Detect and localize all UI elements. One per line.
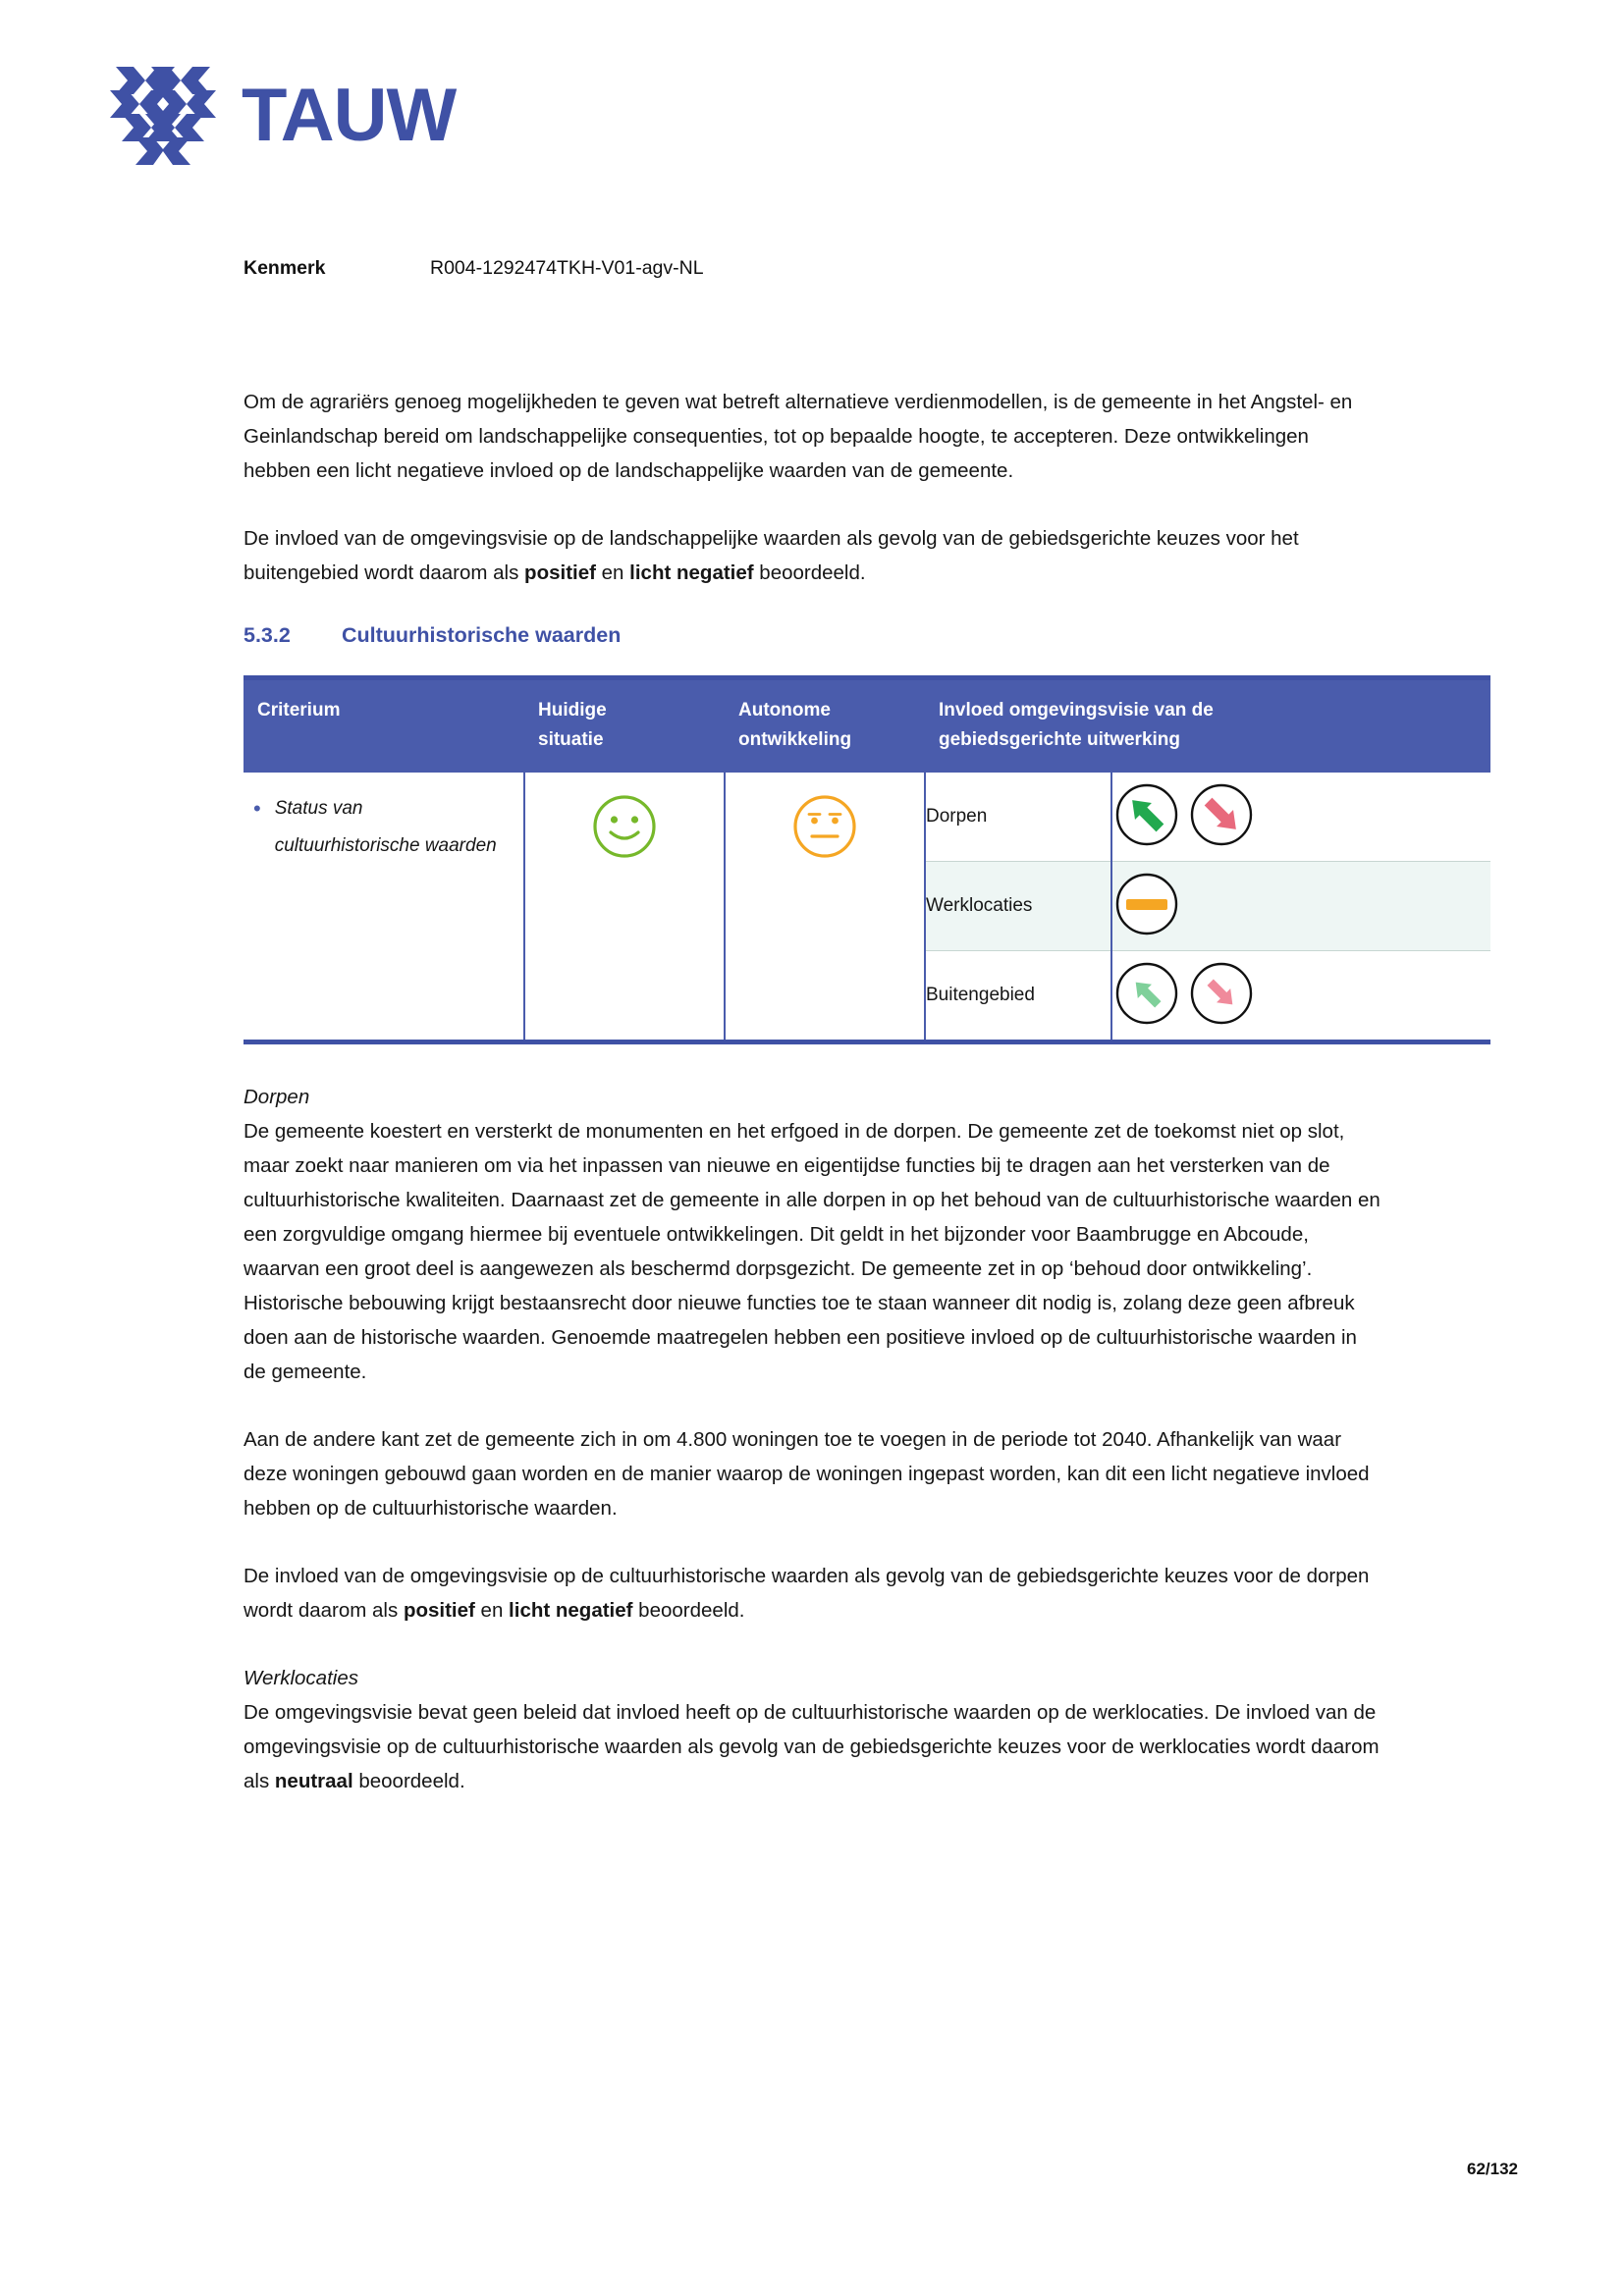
table-header-row [244, 678, 1490, 774]
invloed-line2: gebiedsgerichte uitwerking [939, 729, 1180, 750]
huidige-line1: Huidige [538, 700, 607, 721]
autonome-line2: ontwikkeling [738, 729, 852, 750]
subrow-buitengebied [926, 951, 1490, 1041]
paragraph-werklocaties-1 [244, 1695, 1380, 1798]
dorpen-bold-licht-negatief: licht negatief [509, 1599, 633, 1622]
par2-part-c: beoordeeld. [753, 561, 866, 584]
arrow-down-light-red-icon [1187, 959, 1256, 1033]
invloed-line1: Invloed omgevingsvisie van de [939, 700, 1214, 721]
cell-invloed-omgevingsvisie [925, 773, 1490, 1042]
arrow-down-red-icon [1187, 780, 1256, 854]
bullet-icon: • [253, 796, 261, 821]
column-header-autonome-ontwikkeling [725, 678, 925, 774]
subheading-werklocaties: Werklocaties [244, 1667, 358, 1689]
section-title: Cultuurhistorische waarden [342, 623, 622, 647]
table-row [244, 773, 1490, 1042]
cell-criterium [244, 773, 524, 1042]
criterium-text: Status van cultuurhistorische waarden [274, 798, 497, 856]
subrow-icons-dorpen [1111, 773, 1490, 862]
bar-neutral-orange-icon [1112, 870, 1181, 943]
subrow-label-dorpen: Dorpen [926, 773, 1111, 862]
cell-huidige-situatie [524, 773, 725, 1042]
par2-bold-licht-negatief: licht negatief [629, 561, 754, 584]
subrow-dorpen [926, 773, 1490, 862]
subheading-dorpen: Dorpen [244, 1086, 310, 1108]
paragraph-intro: Om de agrariërs genoeg mogelijkheden te geven wat betreft alternatieve verdienmodellen, is de gemeente in het Angstel- en Geinlandschap bereid om landschappelijke consequenties, tot op bepaalde hoogte, te accepteren. Deze ontwikkelingen hebben een licht negatieve invloed op de landschappelijke waarden van de gemeente. [244, 391, 1353, 482]
kenmerk-value: R004-1292474TKH-V01-agv-NL [430, 257, 704, 279]
brand-name: TAUW [242, 74, 457, 157]
column-header-criterium: Criterium [244, 678, 524, 774]
dorpen-p3-part-a: De invloed van de omgevingsvisie op de cultuurhistorische waarden als gevolg van de gebiedsgerichte keuzes voor de dorpen wordt daarom als [244, 1565, 1370, 1622]
tauw-logo [106, 61, 456, 171]
arrow-up-green-icon [1112, 780, 1181, 854]
subrow-icons-buitengebied [1111, 951, 1490, 1041]
paragraph-landschappelijke-conclusie [244, 521, 1380, 590]
par2-bold-positief: positief [524, 561, 596, 584]
subrow-label-werklocaties: Werklocaties [926, 862, 1111, 951]
tauw-chevron-logo-icon [106, 61, 220, 171]
subrow-icons-werklocaties [1111, 862, 1490, 951]
column-header-invloed-omgevingsvisie [925, 678, 1490, 774]
werklocaties-part-c: beoordeeld. [352, 1770, 465, 1792]
huidige-line2: situatie [538, 729, 604, 750]
werklocaties-part-a: De omgevingsvisie bevat geen beleid dat invloed heeft op de cultuurhistorische waarden op de werklocaties. De invloed van de omgevingsvisie op de cultuurhistorische waarden als gevolg van de gebiedsgerichte keuzes voor de werklocaties wordt daarom als [244, 1701, 1380, 1792]
par2-mid: en [595, 561, 630, 584]
dorpen-bold-positief: positief [403, 1599, 475, 1622]
kenmerk-label: Kenmerk [244, 257, 326, 279]
column-header-huidige-situatie [524, 678, 725, 774]
autonome-line1: Autonome [738, 700, 831, 721]
smiley-neutral-orange-icon [788, 850, 861, 867]
smiley-happy-green-icon [588, 850, 661, 867]
assessment-table [244, 675, 1490, 1044]
subrow-werklocaties [926, 862, 1490, 951]
dorpen-p3-mid: en [474, 1599, 510, 1622]
page-number: 62/132 [1467, 2160, 1518, 2178]
werklocaties-bold-neutraal: neutraal [274, 1770, 353, 1792]
document-body [244, 385, 1380, 1832]
arrow-up-light-green-icon [1112, 959, 1181, 1033]
subrow-label-buitengebied: Buitengebied [926, 951, 1111, 1041]
cell-autonome-ontwikkeling [725, 773, 925, 1042]
section-heading [244, 623, 1380, 648]
paragraph-dorpen-1: De gemeente koestert en versterkt de monumenten en het erfgoed in de dorpen. De gemeente zet de toekomst niet op slot, maar zoekt naar manieren om via het inpassen van nieuwe en eigentijdse functies bij te dragen aan het versterken van de cultuurhistorische kwaliteiten. Daarnaast zet de gemeente in alle dorpen in op het behoud van de cultuurhistorische waarden en een zorgvuldige omgang hiermee bij eventuele ontwikkelingen. Dit geldt in het bijzonder voor Baambrugge en Abcoude, waarvan een groot deel is aangewezen als beschermd dorpsgezicht. De gemeente zet in op ‘behoud door ontwikkeling’. Historische bebouwing krijgt bestaansrecht door nieuwe functies toe te staan wanneer dit nodig is, zolang deze geen afbreuk doen aan de historische waarden. Genoemde maatregelen hebben een positieve invloed op de cultuurhistorische waarden in de gemeente. [244, 1120, 1380, 1383]
section-number: 5.3.2 [244, 623, 291, 647]
dorpen-p3-part-c: beoordeeld. [632, 1599, 745, 1622]
par2-part-a: De invloed van de omgevingsvisie op de landschappelijke waarden als gevolg van de gebiedsgerichte keuzes voor het buitengebied wordt daarom als [244, 527, 1299, 584]
paragraph-dorpen-2: Aan de andere kant zet de gemeente zich in om 4.800 woningen toe te voegen in de periode tot 2040. Afhankelijk van waar deze woningen gebouwd gaan worden en de manier waarop de woningen ingepast worden, kan dit een licht negatieve invloed hebben op de cultuurhistorische waarden. [244, 1428, 1370, 1520]
invloed-subtable [926, 773, 1490, 1040]
paragraph-dorpen-conclusie [244, 1559, 1380, 1628]
kenmerk-row [244, 257, 704, 280]
